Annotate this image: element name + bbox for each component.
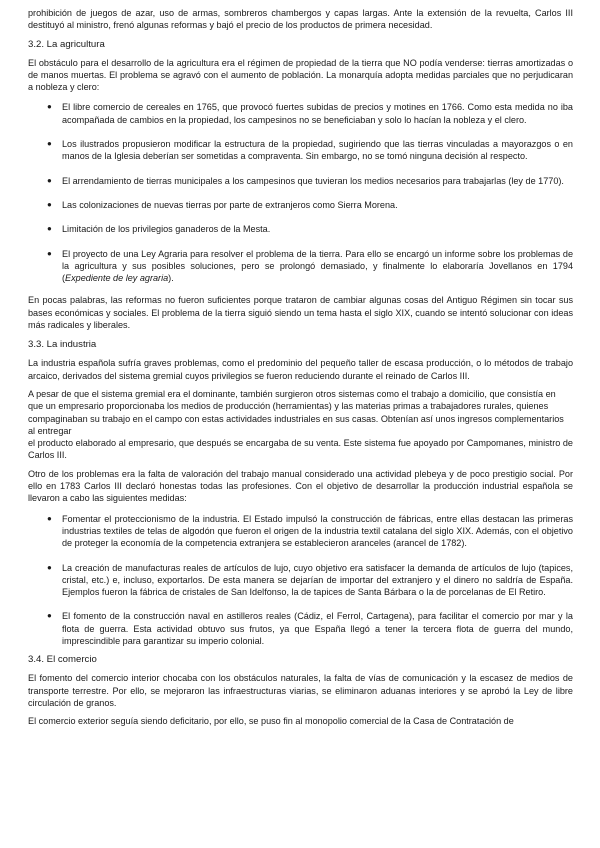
bullet-icon: ● — [47, 175, 52, 185]
heading-comercio: 3.4. El comercio — [28, 654, 97, 666]
bullet-icon: ● — [47, 139, 52, 149]
list-item: ● Fomentar el proteccionismo de la industria. El Estado impulsó la construcción de fábricas, entre ellas destacan las primeras industrias textiles de telas de algodón que fueron el origen de la industria textil catalana del siglo XIX. Además, con el objetivo de proteger la economía de la competencia extranjera se establecieron aranceles (arancel de 1782). — [47, 513, 573, 549]
industria-list — [28, 513, 573, 648]
bullet-icon: ● — [47, 248, 52, 258]
agricultura-paragraph-1: El obstáculo para el desarrollo de la agricultura era el régimen de propiedad de la tierra que NO podía venderse: tierras amortizadas o de manos muertas. El problema se agravó con el aumento de población. La monarquía adopta medidas parciales que no perjudicaran a nobleza y clero: — [28, 57, 573, 93]
list-item: ● El arrendamiento de tierras municipales a los campesinos que tuvieran los medios necesarios para trabajarlas (ley de 1770). — [47, 175, 564, 186]
list-item: ● El proyecto de una Ley Agraria para resolver el problema de la tierra. Para ello se encargó un informe sobre los problemas de la agricultura y sus posibles soluciones, pero se prolongó demasiado, y finalmente lo elaboraría Jovellanos en 1794 (Expediente de ley agraria). — [47, 248, 573, 284]
bullet-icon: ● — [47, 513, 52, 523]
bullet-icon: ● — [47, 562, 52, 572]
bullet-icon: ● — [47, 199, 52, 209]
intro-paragraph: prohibición de juegos de azar, uso de armas, sombreros chambergos y capas largas. Ante la extensión de la revuelta, Carlos III destituyó al ministro, frenó algunas reformas y bajó el precio de los productos de primera necesidad. — [28, 8, 573, 31]
bullet-icon: ● — [47, 224, 52, 234]
industria-paragraph-2: A pesar de que el sistema gremial era el dominante, también surgieron otros sistemas como el trabajo a domicilio, que consistía en que un empresario proporcionaba los medios de producción (herramientas) y las materias primas a trabajadores rurales, quienes compaginaban su trabajo en el campo con estas actividades industriales en sus casas. Obtenían así unos ingresos complementarios al entregar — [28, 388, 564, 436]
heading-industria: 3.3. La industria — [28, 339, 97, 351]
list-item: ● El fomento de la construcción naval en astilleros reales (Cádiz, el Ferrol, Cartagena), para facilitar el comercio por mar y la flota de guerra. Esta actividad obtuvo sus frutos, ya que España llegó a tener la tercera flota de guerra del mundo, imprescindible para garantizar su imperio colonial. — [47, 611, 573, 646]
comercio-paragraph-1: El fomento del comercio interior chocaba con los obstáculos naturales, la falta de vías de comunicación y la escasez de medios de transporte terrestre. Por ello, se mejoraron las infraestructuras viarias, se eliminaron aduanas interiores y se aprobó la Ley de libre circulación de granos. — [28, 673, 573, 708]
bullet-icon: ● — [47, 611, 52, 621]
industria-paragraph-4: Otro de los problemas era la falta de valoración del trabajo manual considerado una actividad plebeya y de poco prestigio social. Por ello en 1783 Carlos III declaró honestas todas las profesiones. Con el objetivo de desarrollar la producción industrial española se llevaron a cabo las siguientes medidas: — [28, 468, 573, 504]
agricultura-list — [28, 101, 573, 284]
bullet-icon: ● — [47, 102, 52, 112]
agricultura-paragraph-2: En pocas palabras, las reformas no fueron suficientes porque trataron de cambiar algunas cosas del Antiguo Régimen sin tocar sus bases económicas y sociales. El problema de la tierra siguió siendo un tema hasta el siglo XIX, cuando se intentó solucionar con ideas más radicales y liberales. — [28, 295, 573, 331]
list-item: ● La creación de manufacturas reales de artículos de lujo, cuyo objetivo era satisfacer la demanda de artículos de lujo (tapices, cristal, etc.) e, incluso, exportarlos. De esta manera se dejarían de importar del extranjero y el dinero no saldría de España. Ejemplos fueron la fábrica de cristales de San Idelfonso, la de tapices de Santa Bárbara o la de porcelanas de El Retiro. — [47, 562, 573, 598]
comercio-paragraph-2: El comercio exterior seguía siendo deficitario, por ello, se puso fin al monopolio comercial de la Casa de Contratación de — [28, 716, 514, 727]
expediente-title: Expediente de ley agraria — [65, 273, 169, 284]
industria-paragraph-1: La industria española sufría graves problemas, como el predominio del pequeño taller de escasa producción, o lo métodos de trabajo arcaico, derivados del sistema gremial cuyos privilegios se fueron reduciendo durante el reinado de Carlos III. — [28, 358, 573, 381]
list-item: ● Limitación de los privilegios ganaderos de la Mesta. — [47, 224, 271, 235]
list-item: ● Las colonizaciones de nuevas tierras por parte de extranjeros como Sierra Morena. — [47, 199, 398, 210]
list-item: ● El libre comercio de cereales en 1765, que provocó fuertes subidas de precios y motines en 1766. Como esta medida no iba acompañada de cambios en la propiedad, los campesinos no se beneficiaban y solo lo hacían la nobleza y el clero. — [47, 102, 573, 125]
heading-agricultura: 3.2. La agricultura — [28, 38, 105, 50]
industria-paragraph-3: el producto elaborado al empresario, que después se encargaba de su venta. Este sistema fue apoyado por Campomanes, ministro de Carlos III. — [28, 438, 573, 461]
list-item: ● Los ilustrados propusieron modificar la estructura de la propiedad, sugiriendo que las tierras vinculadas a mayorazgos o en manos de la Iglesia deberían ser sometidas a compraventa. Sin embargo, no se tomó ninguna decisión al respecto. — [47, 139, 573, 162]
